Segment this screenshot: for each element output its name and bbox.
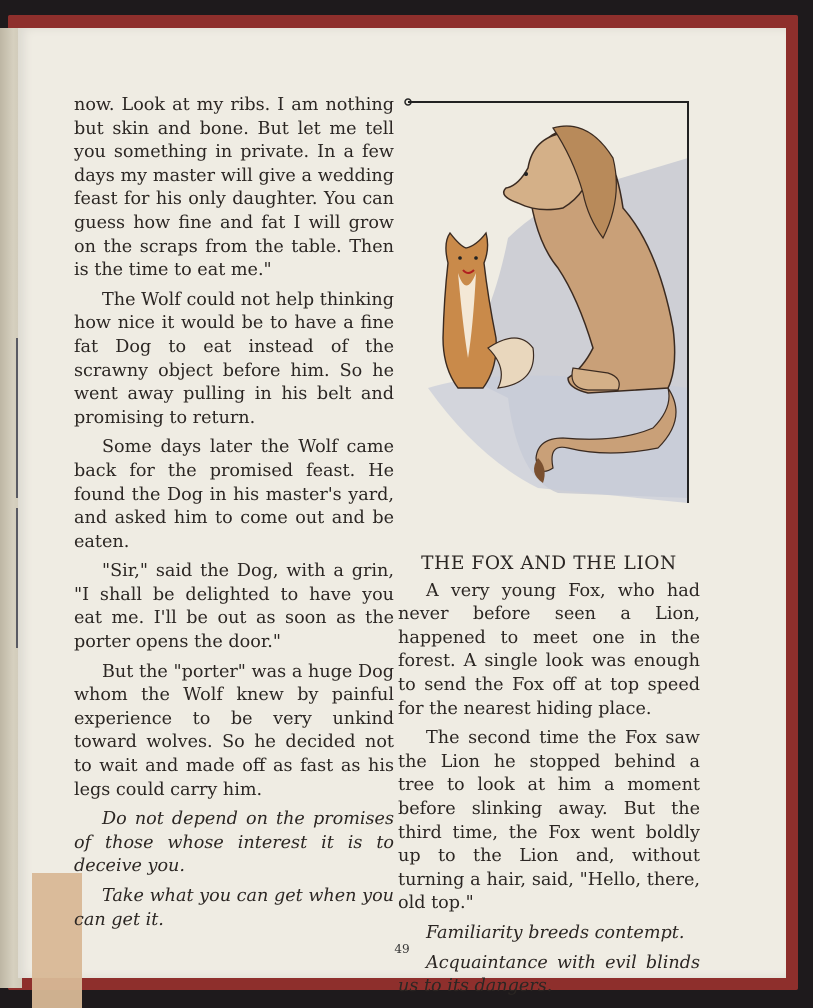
paragraph: The second time the Fox saw the Lion he stopped behind a tree to look at him a moment before slinking away. But the third time, the Fox went boldly up to the Lion and, without turning a hair, said, "Hello, there, old top." [398,728,700,914]
paragraph: The Wolf could not help thinking how nice it would be to have a fine fat Dog to eat instead of the scrawny object before him. So he went away pulling in his belt and promising to return. [74,289,394,428]
paragraph: "Sir," said the Dog, with a grin, "I shall be delighted to have you eat me. I'll be out as soon as the porter opens the door." [74,561,394,653]
moral: Acquaintance with evil blinds us to its dangers. [398,952,700,997]
story-title: THE FOX AND THE LION [421,553,677,574]
left-column [74,94,394,938]
fox-and-lion-illustration [388,98,690,508]
moral: Take what you can get when you can get it. [74,886,394,930]
page [18,28,786,997]
paragraph: A very young Fox, who had never before seen a Lion, happened to meet one in the forest. A single look was enough to send the Fox off at top speed for the nearest hiding place. [398,580,700,719]
page-number: 49 [394,942,410,956]
right-column [398,552,700,1005]
paragraph: But the "porter" was a huge Dog whom the Wolf knew by painful experience to be very unkind toward wolves. So he decided not to wait and made off as fast as his legs could carry him. [74,661,394,800]
moral: Do not depend on the promises of those whose interest it is to deceive you. [74,809,394,877]
paragraph: now. Look at my ribs. I am nothing but skin and bone. But let me tell you something in private. In a few days my master will give a wedding feast for his only daughter. You can guess how fine and fat I will grow on the scraps from the table. Then is the time to eat me." [74,95,394,281]
moral: Familiarity breeds contempt. [426,922,685,943]
paragraph: Some days later the Wolf came back for the promised feast. He found the Dog in his master's yard, and asked him to come out and be eaten. [74,437,394,552]
